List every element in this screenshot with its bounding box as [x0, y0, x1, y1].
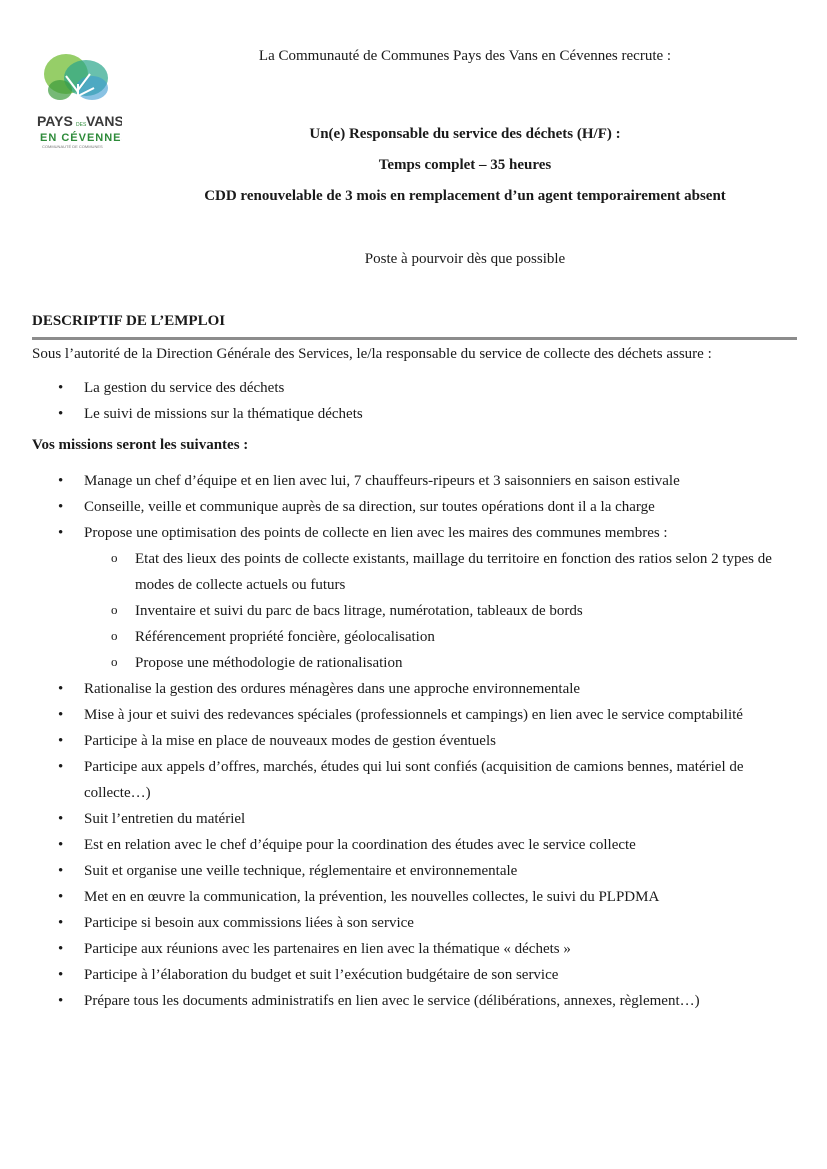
intro-line: La Communauté de Communes Pays des Vans en Cévennes recrute :: [258, 48, 672, 64]
section-divider: [32, 337, 797, 340]
list-item: • Conseille, veille et communique auprès de sa direction, sur toutes opérations dont il a la charge: [32, 494, 802, 520]
list-item: • Suit et organise une veille technique, réglementaire et environnementale: [32, 858, 802, 884]
list-item: • Participe à la mise en place de nouveaux modes de gestion éventuels: [32, 728, 802, 754]
contract-type: CDD renouvelable de 3 mois en remplacement d’un agent temporairement absent: [204, 188, 726, 204]
list-item: • Suit l’entretien du matériel: [32, 806, 802, 832]
sub-list-item: o Propose une méthodologie de rationalisation: [32, 650, 802, 676]
section-heading: DESCRIPTIF DE L’EMPLOI: [32, 313, 226, 329]
list-item: • Met en en œuvre la communication, la prévention, les nouvelles collectes, le suivi du PLPDMA: [32, 884, 802, 910]
list-item: • Mise à jour et suivi des redevances spéciales (professionnels et campings) en lien avec le service comptabilité: [32, 702, 802, 728]
job-title: Un(e) Responsable du service des déchets (H/F) :: [309, 126, 621, 142]
sub-list-item: o Inventaire et suivi du parc de bacs litrage, numérotation, tableaux de bords: [32, 598, 802, 624]
list-item: • Propose une optimisation des points de collecte en lien avec les maires des communes membres :: [32, 520, 802, 546]
list-item: • Participe aux appels d’offres, marchés, études qui lui sont confiés (acquisition de camions bennes, matériel de collecte…): [32, 754, 802, 806]
sub-list-item: o Référencement propriété foncière, géolocalisation: [32, 624, 802, 650]
list-item: • Prépare tous les documents administratifs en lien avec le service (délibérations, annexes, règlement…): [32, 988, 802, 1014]
list-item: • Est en relation avec le chef d’équipe pour la coordination des études avec le service collecte: [32, 832, 802, 858]
logo: [36, 44, 122, 156]
duties-list: [32, 375, 802, 427]
missions-list: [32, 468, 802, 1014]
svg-text:VANS: VANS: [86, 113, 122, 129]
list-item: • Participe aux réunions avec les partenaires en lien avec la thématique « déchets »: [32, 936, 802, 962]
list-item: • La gestion du service des déchets: [32, 375, 802, 401]
section-intro: Sous l’autorité de la Direction Générale des Services, le/la responsable du service de collecte des déchets assure :: [32, 346, 712, 362]
sub-list-item: o Etat des lieux des points de collecte existants, maillage du territoire en fonction des ratios selon 2 types de modes de collecte actuels ou futurs: [32, 546, 802, 598]
list-item: • Manage un chef d’équipe et en lien avec lui, 7 chauffeurs-ripeurs et 3 saisonniers en saison estivale: [32, 468, 802, 494]
list-item: • Participe à l’élaboration du budget et suit l’exécution budgétaire de son service: [32, 962, 802, 988]
list-item: • Le suivi de missions sur la thématique déchets: [32, 401, 802, 427]
svg-text:EN CÉVENNES: EN CÉVENNES: [40, 132, 122, 144]
svg-text:DES: DES: [76, 122, 87, 128]
list-item: • Rationalise la gestion des ordures ménagères dans une approche environnementale: [32, 676, 802, 702]
work-time: Temps complet – 35 heures: [378, 157, 552, 173]
svg-text:COMMUNAUTÉ DE COMMUNES: COMMUNAUTÉ DE COMMUNES: [42, 144, 103, 149]
tree-logo-icon: [36, 44, 122, 156]
start-date: Poste à pourvoir dès que possible: [364, 251, 566, 267]
missions-heading: Vos missions seront les suivantes :: [32, 437, 249, 453]
svg-text:PAYS: PAYS: [37, 113, 73, 129]
list-item: • Participe si besoin aux commissions liées à son service: [32, 910, 802, 936]
